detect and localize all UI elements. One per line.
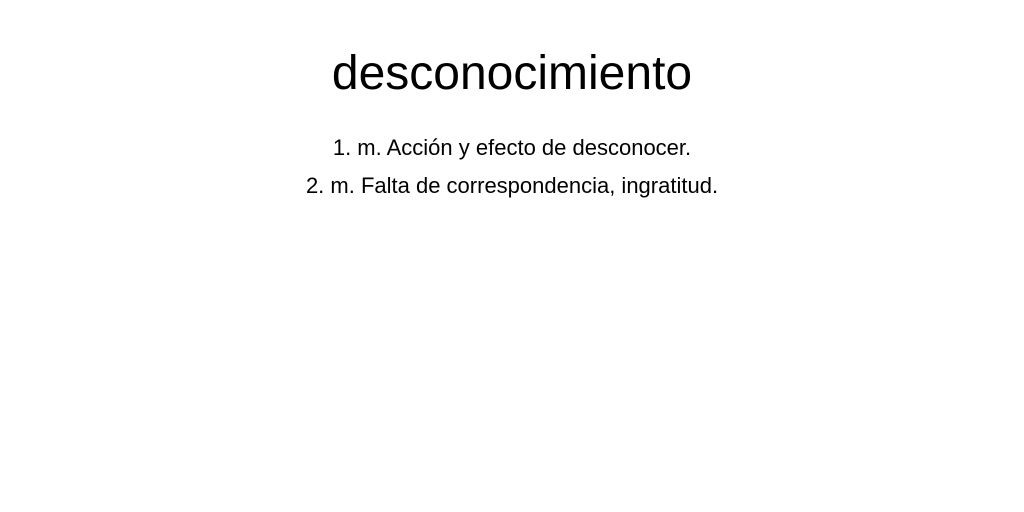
- definition-item: 2. m. Falta de correspondencia, ingratitud.: [305, 173, 719, 198]
- headword: desconocimiento: [331, 47, 693, 100]
- definition-list: [0, 129, 1024, 205]
- definition-item: 1. m. Acción y efecto de desconocer.: [332, 135, 692, 160]
